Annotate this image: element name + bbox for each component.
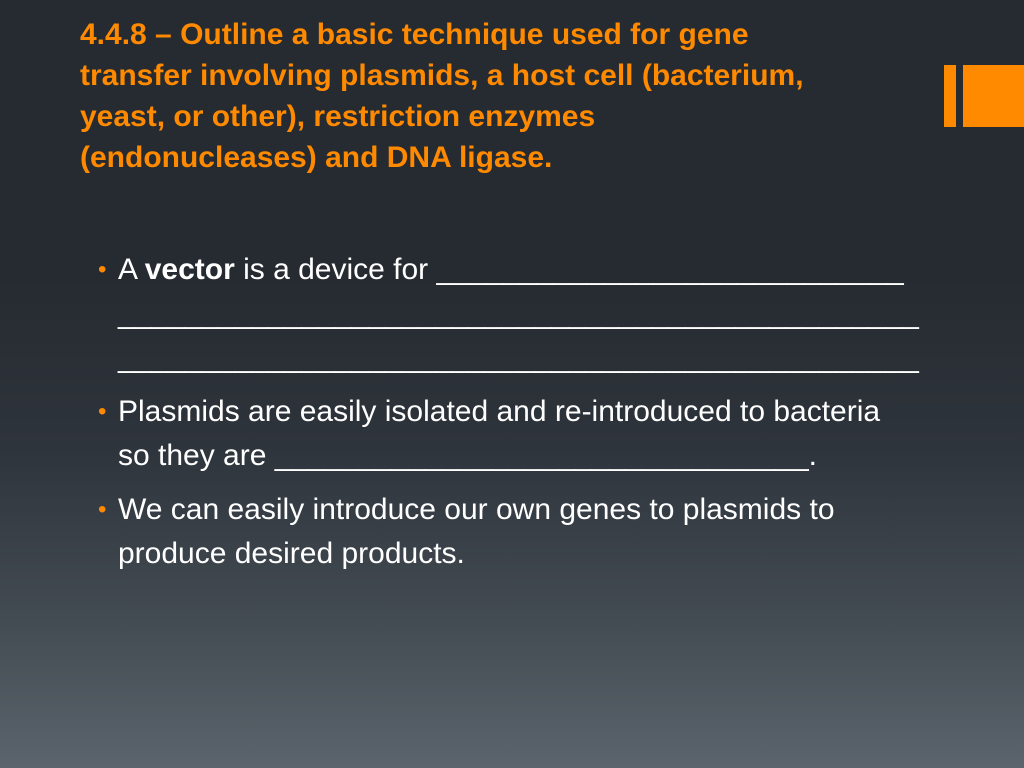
bullet-icon: •: [98, 496, 107, 523]
blank-line: ________________________________________________: [118, 341, 919, 374]
bullet-list: [98, 248, 998, 586]
title-line-4: (endonucleases) and DNA ligase.: [80, 141, 553, 174]
bullet-line: produce desired products.: [118, 537, 465, 570]
bullet-line: We can easily introduce our own genes to plasmids to: [118, 493, 835, 526]
text-run: is a device for ____________________________: [234, 253, 904, 286]
title-line-2: transfer involving plasmids, a host cell (bacterium,: [80, 59, 804, 92]
text-run: A: [118, 253, 145, 286]
accent-bar-thin: [944, 65, 956, 127]
bullet-line: [118, 248, 998, 292]
bullet-icon: •: [98, 398, 107, 425]
bullet-icon: •: [98, 256, 107, 283]
bullet-item-genes: [98, 488, 998, 576]
title-line-1: 4.4.8 – Outline a basic technique used for gene: [80, 18, 749, 51]
bullet-item-plasmids: [98, 390, 998, 478]
bold-term: vector: [144, 253, 235, 286]
slide-title: [80, 14, 920, 178]
blank-line: ________________________________________________: [118, 297, 919, 330]
bullet-line: so they are ________________________________.: [118, 439, 817, 472]
accent-bar-thick: [963, 65, 1024, 127]
title-line-3: yeast, or other), restriction enzymes: [80, 100, 596, 133]
bullet-item-vector: [98, 248, 998, 380]
bullet-line: Plasmids are easily isolated and re-introduced to bacteria: [118, 395, 881, 428]
